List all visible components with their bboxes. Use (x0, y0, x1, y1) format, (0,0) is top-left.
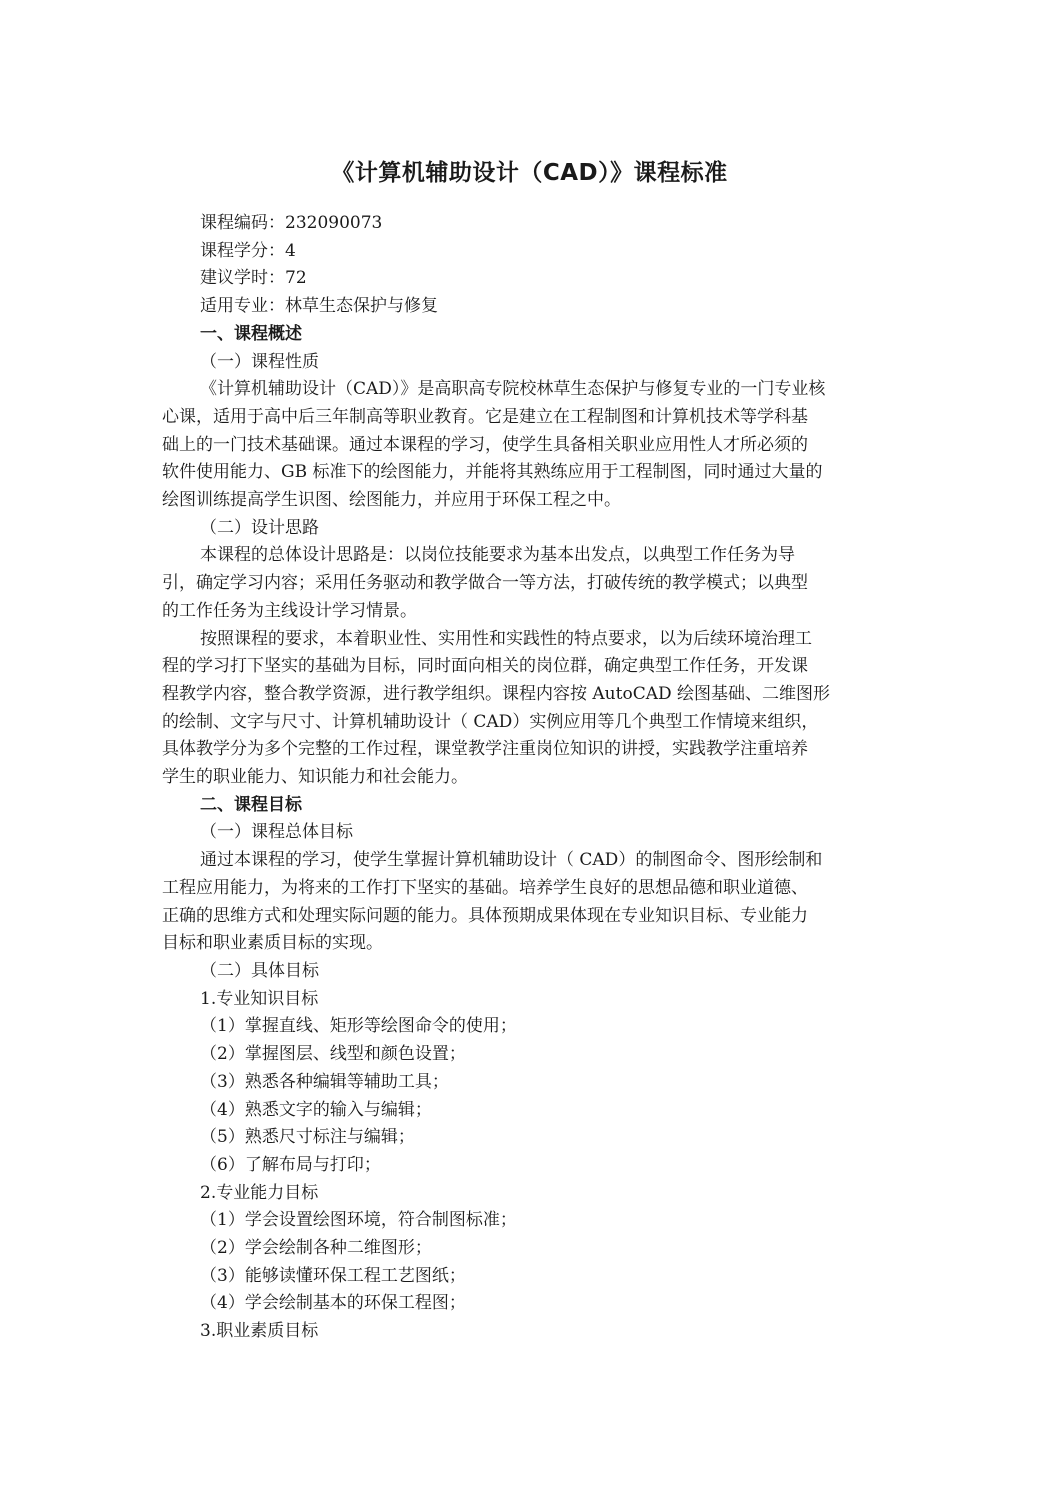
knowledge-goal-heading: 1.专业知识目标 (200, 988, 319, 1009)
paragraph-line: 心课，适用于高中后三年制高等职业教育。它是建立在工程制图和计算机技术等学科基 (162, 406, 808, 427)
ability-goal-heading: 2.专业能力目标 (200, 1182, 319, 1203)
paragraph-line: 程教学内容，整合教学资源，进行教学组织。课程内容按 AutoCAD 绘图基础、二维图形 (162, 683, 831, 704)
course-code: 课程编码：232090073 (200, 213, 383, 233)
subheading-specific-goals: （二）具体目标 (200, 960, 319, 981)
section-heading-goals: 二、课程目标 (200, 794, 302, 815)
quality-goal-heading: 3.职业素质目标 (200, 1321, 319, 1342)
paragraph-line: 的工作任务为主线设计学习情景。 (162, 600, 417, 621)
subheading-nature: （一）课程性质 (200, 351, 319, 372)
list-item: （4）学会绘制基本的环保工程图； (200, 1293, 466, 1314)
paragraph-line: 软件使用能力、GB 标准下的绘图能力，并能将其熟练应用于工程制图，同时通过大量的 (162, 462, 823, 483)
list-item: （1）学会设置绘图环境，符合制图标准； (200, 1210, 517, 1231)
section-heading-overview: 一、课程概述 (200, 323, 302, 344)
paragraph-line: 的绘制、文字与尺寸、计算机辅助设计（ CAD）实例应用等几个典型工作情境来组织， (162, 711, 819, 732)
document-title: 《计算机辅助设计（CAD）》课程标准 (331, 160, 728, 186)
paragraph-line: 具体教学分为多个完整的工作过程，课堂教学注重岗位知识的讲授，实践教学注重培养 (162, 739, 808, 760)
paragraph-line: 目标和职业素质目标的实现。 (162, 933, 383, 954)
list-item: （3）熟悉各种编辑等辅助工具； (200, 1071, 449, 1092)
list-item: （4）熟悉文字的输入与编辑； (200, 1099, 432, 1120)
course-major: 适用专业：林草生态保护与修复 (200, 296, 438, 317)
paragraph-line: 学生的职业能力、知识能力和社会能力。 (162, 767, 468, 788)
list-item: （2）学会绘制各种二维图形； (200, 1238, 432, 1259)
list-item: （1）掌握直线、矩形等绘图命令的使用； (200, 1016, 517, 1037)
paragraph-line: 绘图训练提高学生识图、绘图能力，并应用于环保工程之中。 (162, 490, 621, 511)
course-credits: 课程学分：4 (200, 240, 296, 261)
paragraph-line: 工程应用能力，为将来的工作打下坚实的基础。培养学生良好的思想品德和职业道德、 (162, 877, 808, 898)
paragraph-line: 按照课程的要求，本着职业性、实用性和实践性的特点要求，以为后续环境治理工 (200, 628, 812, 649)
paragraph-line: 础上的一门技术基础课。通过本课程的学习，使学生具备相关职业应用性人才所必须的 (162, 434, 808, 455)
paragraph-line: 《计算机辅助设计（CAD）》是高职高专院校林草生态保护与修复专业的一门专业核 (200, 379, 826, 400)
paragraph-line: 引，确定学习内容；采用任务驱动和教学做合一等方法，打破传统的教学模式；以典型 (162, 573, 808, 594)
list-item: （3）能够读懂环保工程工艺图纸； (200, 1265, 466, 1286)
list-item: （6）了解布局与打印； (200, 1154, 381, 1175)
paragraph-line: 程的学习打下坚实的基础为目标，同时面向相关的岗位群，确定典型工作任务，开发课 (162, 656, 808, 677)
list-item: （5）熟悉尺寸标注与编辑； (200, 1127, 415, 1148)
document-body (162, 210, 892, 1346)
list-item: （2）掌握图层、线型和颜色设置； (200, 1044, 466, 1065)
paragraph-line: 本课程的总体设计思路是：以岗位技能要求为基本出发点，以典型工作任务为导 (200, 545, 795, 566)
subheading-overall-goal: （一）课程总体目标 (200, 822, 353, 843)
paragraph-line: 通过本课程的学习，使学生掌握计算机辅助设计（ CAD）的制图命令、图形绘制和 (200, 850, 823, 871)
paragraph-line: 正确的思维方式和处理实际问题的能力。具体预期成果体现在专业知识目标、专业能力 (162, 905, 808, 926)
course-hours: 建议学时：72 (200, 268, 307, 289)
subheading-design: （二）设计思路 (200, 517, 319, 538)
